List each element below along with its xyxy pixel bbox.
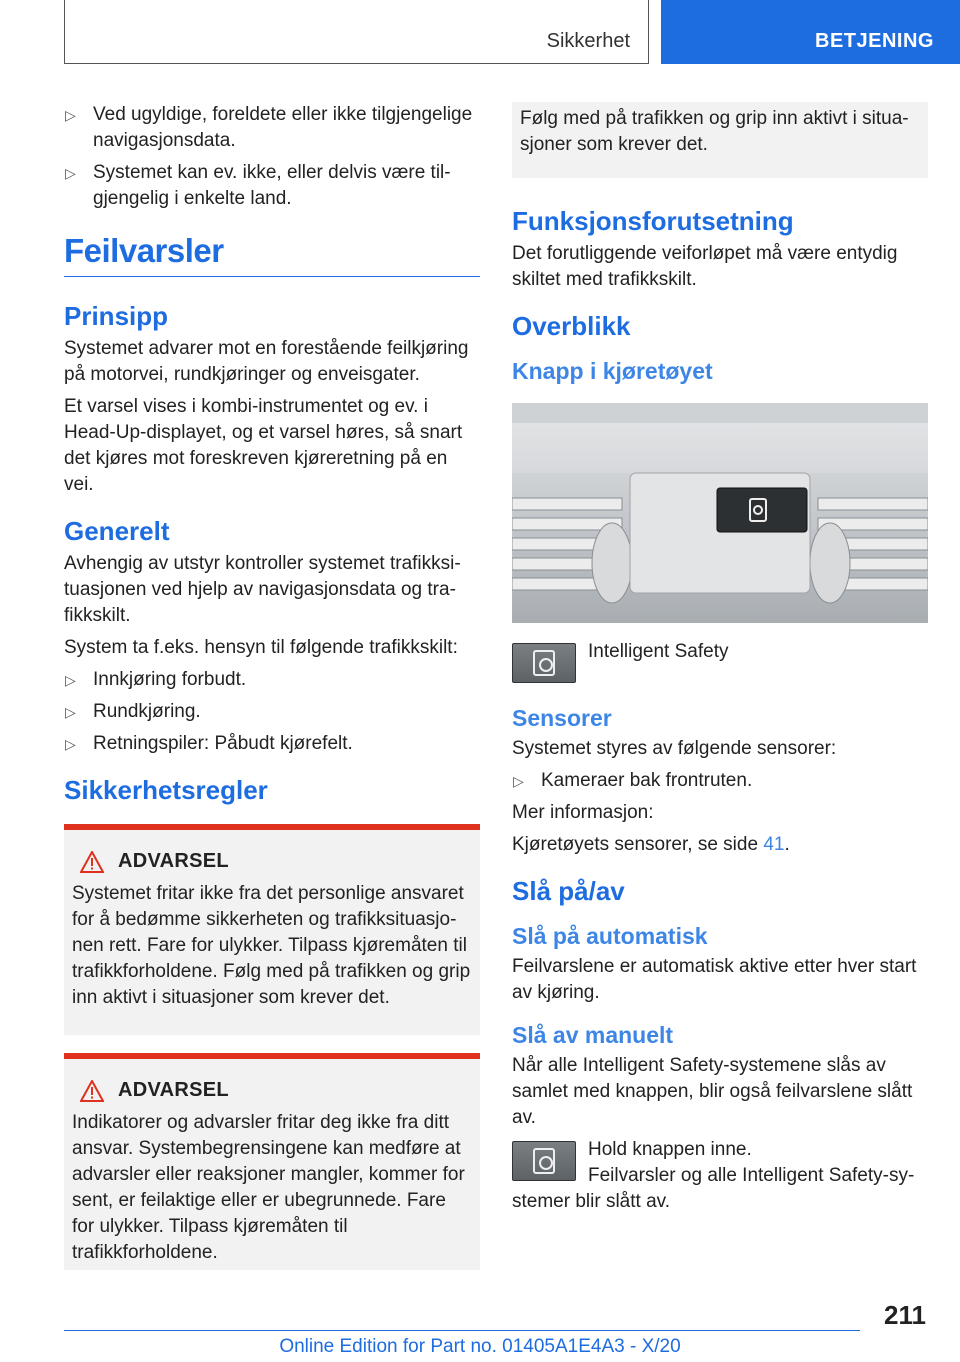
top-bullet-list xyxy=(64,102,480,212)
triangle-bullet-icon: ▷ xyxy=(65,165,76,181)
paragraph: Det forutliggende veiforløpet må være entydig skiltet med trafikkskilt. xyxy=(512,243,898,290)
heading-knapp-i-kjoretoyet: Knapp i kjøretøyet xyxy=(512,358,713,384)
paragraph: Avhengig av utstyr kontroller systemet trafikksituasjonen ved hjelp av navigasjonsdata og trafikkskilt. xyxy=(64,553,461,626)
list-item: ▷ Systemet kan ev. ikke, eller delvis være tilgjengelig i enkelte land. xyxy=(65,162,451,209)
left-column xyxy=(64,102,480,1284)
heading-funksjonsforutsetning: Funksjonsforutsetning xyxy=(512,206,794,236)
warning-text: Systemet fritar ikke fra det personlige ansvaret for å bedømme sikkerheten og trafikksituasjonen rett. Fare for ulykker. Tilpass kjøremåten til trafikkforholdene. Følg med på trafikken og grip inn aktivt i situasjoner som krever det. xyxy=(72,883,471,1008)
list-item: ▷ Innkjøring forbudt. xyxy=(64,667,480,693)
heading-sla-av-manuelt: Slå av manuelt xyxy=(512,1022,674,1048)
intelligent-safety-button-icon xyxy=(512,1141,576,1181)
warning-title: ADVARSEL xyxy=(118,1079,229,1101)
button-legend-intelligent-safety xyxy=(512,639,928,683)
header-chapter-title: BETJENING xyxy=(815,30,934,52)
button-label: Intelligent Safety xyxy=(588,641,729,662)
paragraph: Mer informasjon: xyxy=(512,802,654,823)
warning-continuation-box xyxy=(512,102,928,178)
triangle-bullet-icon: ▷ xyxy=(513,773,524,789)
page-number: 211 xyxy=(884,1300,926,1330)
heading-sensorer: Sensorer xyxy=(512,705,612,731)
warning-title: ADVARSEL xyxy=(118,850,229,872)
chapter-heading-feilvarsler: Feilvarsler xyxy=(64,232,480,277)
cross-reference: Kjøretøyets sensorer, se side 41. xyxy=(512,834,790,855)
warning-box xyxy=(64,824,480,1035)
warning-text: Indikatorer og advarsler fritar deg ikke fra ditt ansvar. Systembegrensingene kan medføre at advarsler eller reaksjoner mangler, kommer for sent, er feilaktige eller er ubegrunnede. Fare for ulykker. Tilpass kjøremåten til trafikkforholdene. xyxy=(72,1112,465,1263)
paragraph: Systemet advarer mot en forestående feilkjøring på motorvei, rundkjøringer og enveisgater. xyxy=(64,338,469,385)
heading-overblikk: Overblikk xyxy=(512,311,631,341)
heading-sla-pa-av: Slå på/av xyxy=(512,876,625,906)
paragraph: Systemet styres av følgende sensorer: xyxy=(512,738,837,759)
warning-box xyxy=(64,1053,480,1270)
list-item: ▷ Retningspiler: Påbudt kjørefelt. xyxy=(64,731,480,757)
right-column xyxy=(512,102,928,1221)
warning-text: Følg med på trafikken og grip inn aktivt i situasjoner som krever det. xyxy=(520,108,909,155)
list-item: ▷ Ved ugyldige, foreldete eller ikke tilgjengelige navigasjonsdata. xyxy=(65,104,473,151)
paragraph: Feilvarslene er automatisk aktive etter hver start av kjøring. xyxy=(512,956,917,1003)
paragraph: Når alle Intelligent Safety-systemene slås av samlet med knappen, blir også feilvarslene slått av. xyxy=(512,1055,913,1128)
footer-edition xyxy=(0,1336,960,1358)
list-item: ▷ Rundkjøring. xyxy=(64,699,480,725)
paragraph: System ta f.eks. hensyn til følgende trafikkskilt: xyxy=(64,637,458,658)
triangle-bullet-icon: ▷ xyxy=(65,736,76,752)
heading-sikkerhetsregler: Sikkerhetsregler xyxy=(64,775,268,805)
result-text: Feilvarsler og alle Intelligent Safety-systemer blir slått av. xyxy=(512,1165,915,1212)
heading-prinsipp: Prinsipp xyxy=(64,301,169,331)
header-section-title: Sikkerhet xyxy=(546,30,630,52)
traffic-sign-list xyxy=(64,667,480,757)
warning-triangle-icon xyxy=(80,1080,104,1102)
triangle-bullet-icon: ▷ xyxy=(65,107,76,123)
page-reference-link[interactable]: 41 xyxy=(763,834,785,855)
header-section-box xyxy=(64,0,649,64)
triangle-bullet-icon: ▷ xyxy=(65,672,76,688)
triangle-bullet-icon: ▷ xyxy=(65,704,76,720)
warning-triangle-icon xyxy=(80,851,104,873)
paragraph: Et varsel vises i kombi-instrumentet og ev. i Head-Up-displayet, og et varsel høres, så snart det kjøres mot foreskreven kjøreretning på en vei. xyxy=(64,396,463,495)
list-item: ▷ Kameraer bak frontruten. xyxy=(512,768,928,794)
header-chapter-tab xyxy=(661,0,960,64)
dashboard-illustration xyxy=(512,403,928,623)
heading-generelt: Generelt xyxy=(64,516,170,546)
edition-text: Online Edition for Part no. 01405A1E4A3 - X/20 xyxy=(279,1336,681,1357)
intelligent-safety-button-icon xyxy=(512,643,576,683)
instruction-text: Hold knappen inne. xyxy=(588,1139,752,1160)
dashboard-button-photo xyxy=(512,403,928,623)
heading-sla-pa-automatisk: Slå på automatisk xyxy=(512,923,708,949)
footer-divider xyxy=(64,1330,860,1331)
sensor-list xyxy=(512,768,928,794)
